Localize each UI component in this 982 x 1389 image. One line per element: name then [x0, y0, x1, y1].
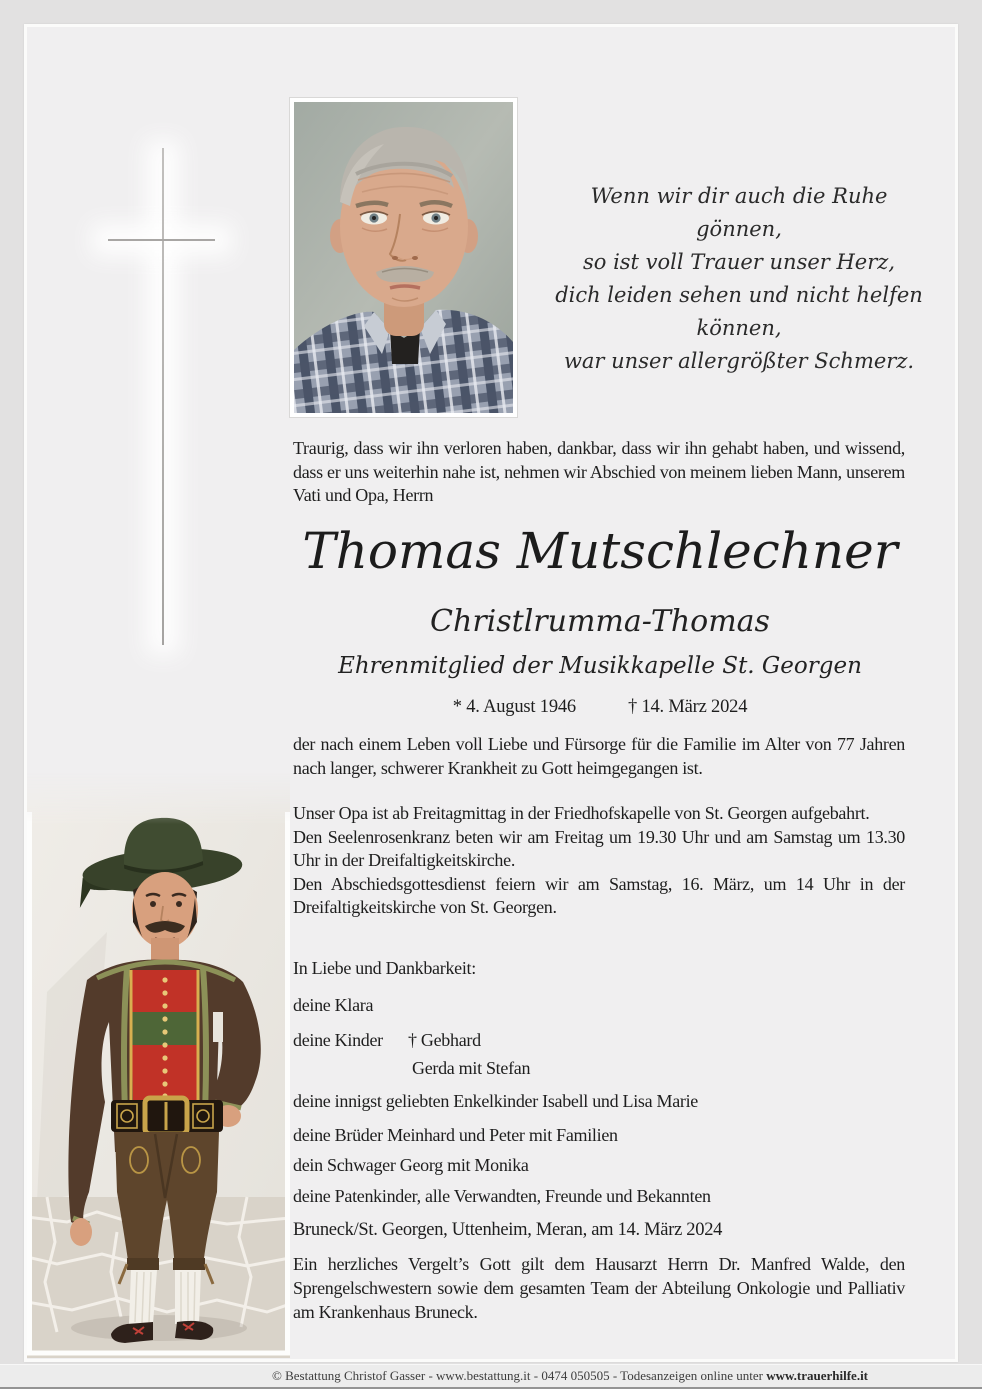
footer: [0, 1364, 982, 1389]
honorary-title: Ehrenmitglied der Musikkapelle St. Georgen: [338, 653, 862, 679]
place-and-date: Bruneck/St. Georgen, Uttenheim, Meran, am 14. März 2024: [293, 1220, 723, 1240]
mourner-children: [293, 1028, 530, 1080]
birth-date: * 4. August 1946: [452, 697, 576, 717]
funeral-info: [293, 802, 905, 920]
costume-photo: [27, 772, 290, 1358]
memorial-cross-icon: [162, 148, 164, 645]
verse-line: so ist voll Trauer unser Herz,: [582, 250, 896, 274]
child-name: Gerda mit Stefan: [412, 1058, 531, 1078]
death-date: † 14. März 2024: [627, 697, 748, 717]
mourner-brother-in-law: dein Schwager Georg mit Monika: [293, 1155, 529, 1175]
thanks-paragraph: Ein herzliches Vergelt’s Gott gilt dem Hausarzt Herrn Dr. Manfred Walde, den Sprengelschwestern sowie dem gesamten Team der Abteilung Onkologie und Palliativ am Krankenhaus Bruneck.: [293, 1254, 905, 1322]
mourner-brothers: deine Brüder Meinhard und Peter mit Familien: [293, 1125, 618, 1145]
verse-line: dich leiden sehen und nicht helfen können,: [555, 283, 923, 340]
verse-line: Wenn wir dir auch die Ruhe gönnen,: [590, 184, 888, 241]
costume-illustration: [27, 772, 290, 1358]
deceased-nickname: Christlrumma-Thomas: [430, 604, 770, 639]
child-name: † Gebhard: [408, 1030, 481, 1050]
funeral-line: Unser Opa ist ab Freitagmittag in der Friedhofskapelle von St. Georgen aufgebahrt.: [293, 803, 870, 823]
portrait-photo: [290, 98, 517, 417]
mourning-verse: [553, 180, 925, 378]
life-dates: [240, 697, 960, 718]
children-label: deine Kinder: [293, 1030, 383, 1050]
footer-text: © Bestattung Christof Gasser - www.bestattung.it - 0474 050505 - Todesanzeigen online unter: [271, 1368, 767, 1383]
funeral-line: Den Abschiedsgottesdienst feiern wir am Samstag, 16. März, um 14 Uhr in der Dreifaltigkeitskirche von St. Georgen.: [293, 873, 905, 917]
portrait-illustration: [294, 102, 513, 413]
gratitude-heading: In Liebe und Dankbarkeit:: [293, 958, 476, 978]
mourner-godchildren: deine Patenkinder, alle Verwandten, Freunde und Bekannten: [293, 1186, 711, 1206]
deceased-name: Thomas Mutschlechner: [302, 522, 898, 580]
memorial-cross-icon: [108, 239, 215, 241]
footer-link[interactable]: www.trauerhilfe.it: [766, 1368, 869, 1383]
verse-line: war unser allergrößter Schmerz.: [563, 349, 915, 373]
passing-paragraph: der nach einem Leben voll Liebe und Fürsorge für die Familie im Alter von 77 Jahren nach langer, schwerer Krankheit zu Gott heimgegangen ist.: [293, 734, 905, 778]
intro-paragraph: Traurig, dass wir ihn verloren haben, dankbar, dass wir ihn gehabt haben, und wissend, dass er uns weiterhin nahe ist, nehmen wir Abschied von meinem lieben Mann, unserem Vati und Opa, Herrn: [293, 438, 905, 505]
mourner-grandchildren: deine innigst geliebten Enkelkinder Isabell und Lisa Marie: [293, 1091, 698, 1111]
mourner-wife: deine Klara: [293, 995, 374, 1015]
funeral-line: Den Seelenrosenkranz beten wir am Freitag um 19.30 Uhr und am Samstag um 13.30 Uhr in der Dreifaltigkeitskirche.: [293, 826, 905, 870]
